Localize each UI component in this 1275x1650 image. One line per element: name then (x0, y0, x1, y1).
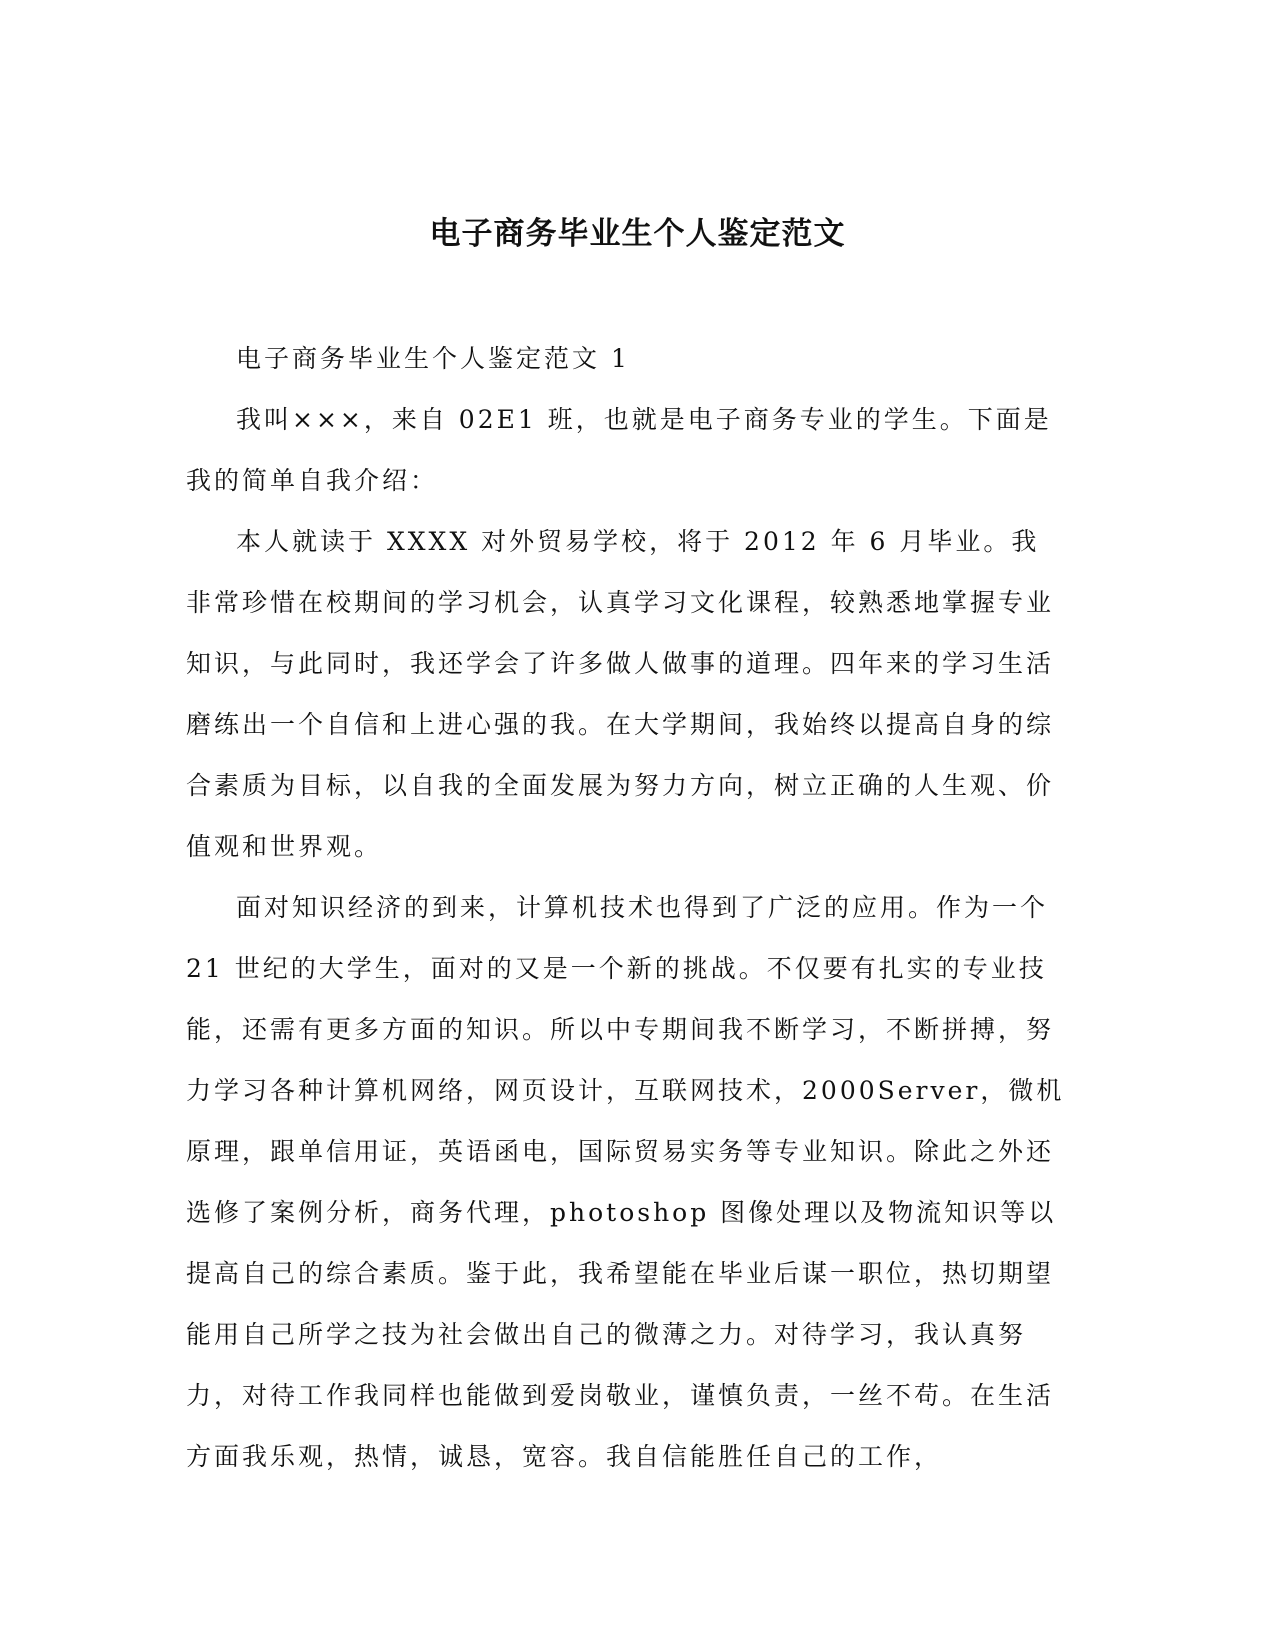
document-body (186, 328, 1066, 1487)
section-heading: 电子商务毕业生个人鉴定范文 1 (236, 344, 630, 373)
paragraph-intro: 我叫×××，来自 02E1 班，也就是电子商务专业的学生。下面是我的简单自我介绍： (186, 405, 1052, 495)
paragraph-skills: 面对知识经济的到来，计算机技术也得到了广泛的应用。作为一个 21 世纪的大学生，面对的又是一个新的挑战。不仅要有扎实的专业技能，还需有更多方面的知识。所以中专期间我不断学习，不断拼搏，努力学习各种计算机网络，网页设计，互联网技术，2000Server，微机原理，跟单信用证，英语函电，国际贸易实务等专业知识。除此之外还选修了案例分析，商务代理，photoshop 图像处理以及物流知识等以提高自己的综合素质。鉴于此，我希望能在毕业后谋一职位，热切期望能用自己所学之技为社会做出自己的微薄之力。对待学习，我认真努力，对待工作我同样也能做到爱岗敬业，谨慎负责，一丝不苟。在生活方面我乐观，热情，诚恳，宽容。我自信能胜任自己的工作， (186, 893, 1065, 1471)
document-title: 电子商务毕业生个人鉴定范文 (429, 216, 846, 252)
paragraph-education: 本人就读于 XXXX 对外贸易学校，将于 2012 年 6 月毕业。我非常珍惜在校期间的学习机会，认真学习文化课程，较熟悉地掌握专业知识，与此同时，我还学会了许多做人做事的道理。四年来的学习生活磨练出一个自信和上进心强的我。在大学期间，我始终以提高自身的综合素质为目标，以自我的全面发展为努力方向，树立正确的人生观、价值观和世界观。 (186, 527, 1055, 861)
